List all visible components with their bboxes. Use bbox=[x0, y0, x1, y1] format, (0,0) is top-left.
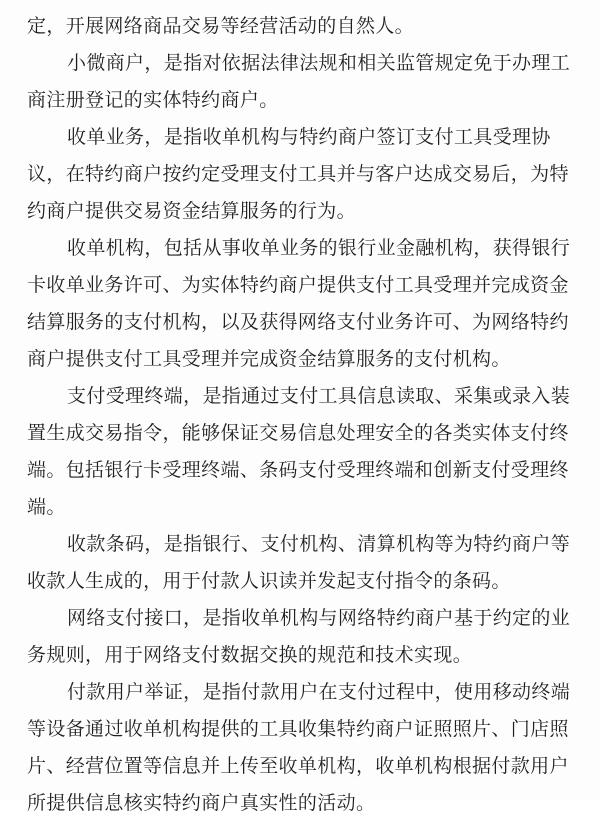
text-line: 约商户提供交易资金结算服务的行为。 bbox=[27, 200, 356, 222]
text-line: 收单业务，是指收单机构与特约商户签订支付工具受理协 bbox=[67, 126, 551, 148]
text-line: 议，在特约商户按约定受理支付工具并与客户达成交易后，为特 bbox=[27, 163, 569, 185]
text-line: 结算服务的支付机构，以及获得网络支付业务许可、为网络特约 bbox=[27, 311, 569, 333]
text-line: 端。 bbox=[27, 496, 66, 518]
text-line: 商户提供支付工具受理并完成资金结算服务的支付机构。 bbox=[27, 348, 511, 370]
text-line: 网络支付接口，是指收单机构与网络特约商户基于约定的业 bbox=[67, 607, 571, 629]
text-line: 付款用户举证，是指付款用户在支付过程中，使用移动终端 bbox=[67, 681, 571, 703]
text-line: 所提供信息核实特约商户真实性的活动。 bbox=[27, 792, 376, 814]
text-line: 收单机构，包括从事收单业务的银行业金融机构，获得银行 bbox=[67, 237, 571, 259]
text-line: 小微商户，是指对依据法律法规和相关监管规定免于办理工 bbox=[67, 52, 571, 74]
text-line: 定，开展网络商品交易等经营活动的自然人。 bbox=[27, 15, 415, 37]
text-line: 片、经营位置等信息并上传至收单机构，收单机构根据付款用户 bbox=[27, 755, 569, 777]
text-line: 商注册登记的实体特约商户。 bbox=[27, 89, 279, 111]
text-line: 置生成交易指令，能够保证交易信息处理安全的各类实体支付终 bbox=[27, 422, 569, 444]
text-line: 支付受理终端，是指通过支付工具信息读取、采集或录入装 bbox=[67, 385, 571, 407]
text-line: 卡收单业务许可、为实体特约商户提供支付工具受理并完成资金 bbox=[27, 274, 569, 296]
text-line: 务规则，用于网络支付数据交换的规范和技术实现。 bbox=[27, 644, 473, 666]
text-line: 收款人生成的，用于付款人识读并发起支付指令的条码。 bbox=[27, 570, 511, 592]
text-line: 等设备通过收单机构提供的工具收集特约商户证照照片、门店照 bbox=[27, 718, 569, 740]
text-line: 收款条码，是指银行、支付机构、清算机构等为特约商户等 bbox=[67, 533, 571, 555]
text-line: 端。包括银行卡受理终端、条码支付受理终端和创新支付受理终 bbox=[27, 459, 569, 481]
